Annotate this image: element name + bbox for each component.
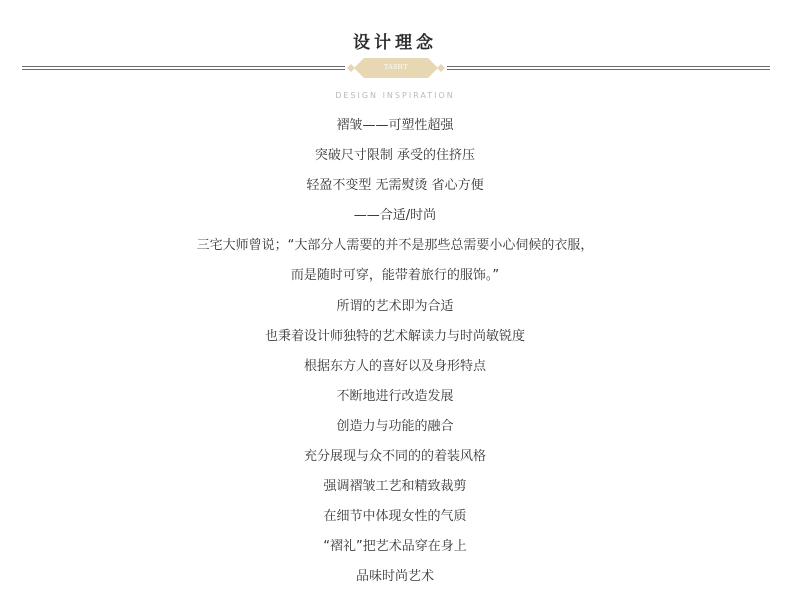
text-line: 也秉着设计师独特的艺术解读力与时尚敏锐度 xyxy=(264,328,525,344)
section-header xyxy=(0,0,790,110)
badge-text: TASHT xyxy=(384,64,408,71)
text-line: 充分展现与众不同的的着装风格 xyxy=(303,449,486,465)
text-line: 三宅大师曾说；“大部分人需要的并不是那些总需要小心伺候的衣服， xyxy=(196,238,594,254)
text-line: 强调褶皱工艺和精致裁剪 xyxy=(323,479,467,495)
text-line: “褶礼”把艺术品穿在身上 xyxy=(323,539,467,555)
section-subtitle: DESIGN INSPIRATION xyxy=(335,91,455,100)
design-concept-text xyxy=(0,115,790,597)
text-line: 而是随时可穿，能带着旅行的服饰。” xyxy=(290,268,500,284)
text-line: 轻盈不变型 无需熨烫 省心方便 xyxy=(306,178,484,194)
text-line: 不断地进行改造发展 xyxy=(336,388,454,404)
text-line: 品味时尚艺术 xyxy=(355,569,434,585)
text-line: ——合适/时尚 xyxy=(353,208,437,224)
text-line: 根据东方人的喜好以及身形特点 xyxy=(303,358,486,374)
right-divider-line xyxy=(447,66,770,70)
text-line: 突破尺寸限制 承受的住挤压 xyxy=(314,148,476,164)
left-divider-line xyxy=(22,66,345,70)
text-line: 创造力与功能的融合 xyxy=(336,418,454,434)
section-title: 设计理念 xyxy=(353,33,437,53)
text-line: 所谓的艺术即为合适 xyxy=(336,298,454,314)
text-line: 褶皱——可塑性超强 xyxy=(336,118,454,133)
text-line: 在细节中体现女性的气质 xyxy=(323,509,467,525)
brand-badge xyxy=(346,55,446,81)
